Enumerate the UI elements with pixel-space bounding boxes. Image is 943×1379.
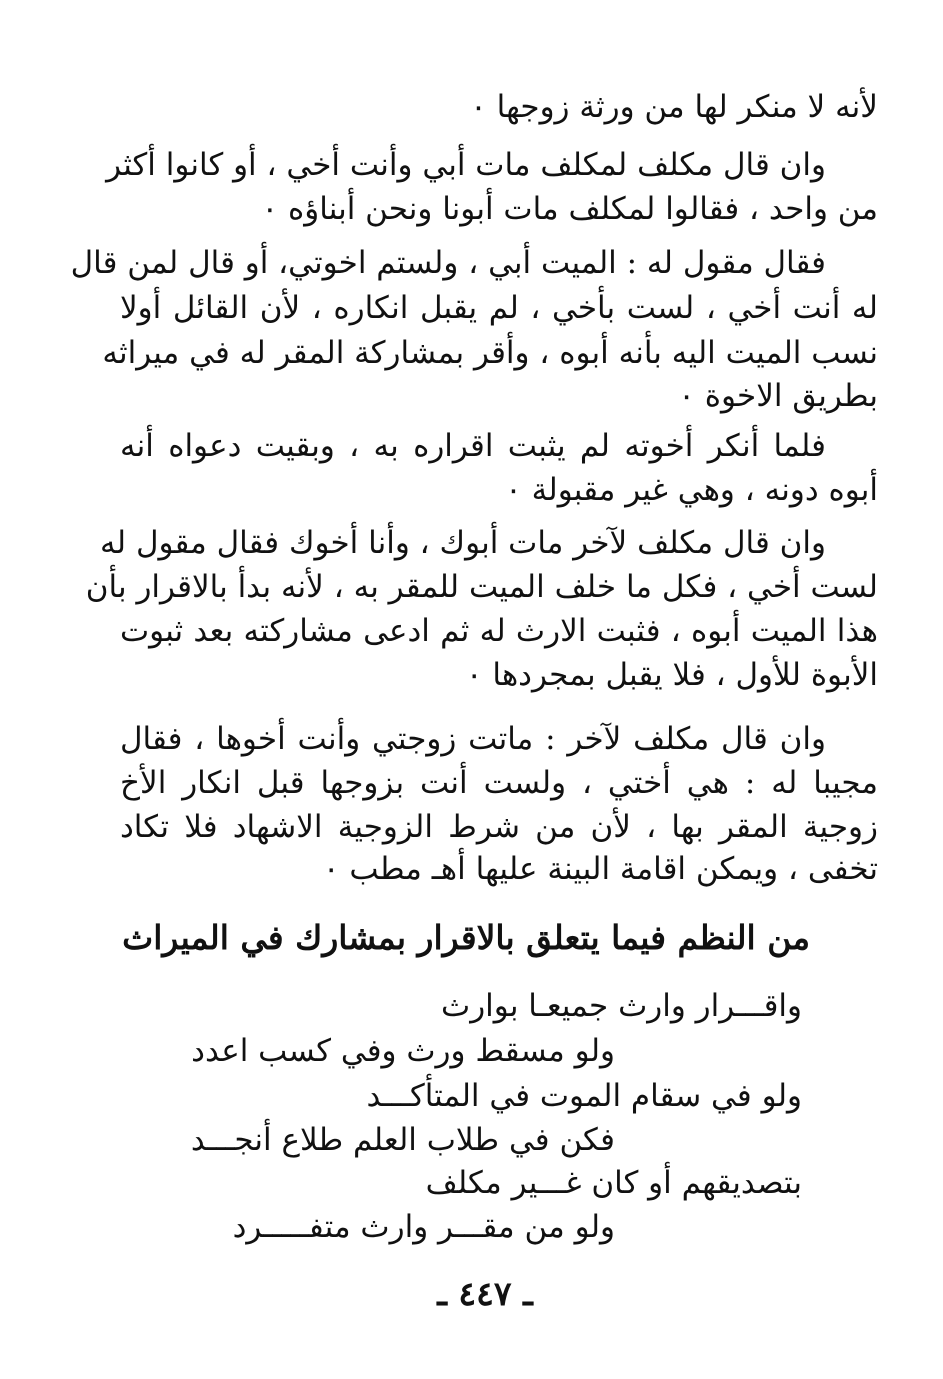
paragraph-3-line-1: فقال مقول له : الميت أبي ، ولستم اخوتي، أو قال لمن قال (70, 245, 826, 281)
verse-1-second-hemistich: ولو مسقط ورث وفي كسب اعدد (191, 1033, 615, 1069)
paragraph-6-line-3: زوجية المقر بها ، لأن من شرط الزوجية الاشهاد فلا تكاد (120, 809, 878, 845)
paragraph-6-line-1: وان قال مكلف لآخر : ماتت زوجتي وأنت أخوها ، فقال (120, 721, 826, 757)
paragraph-6-line-2: مجيبا له : هي أختي ، ولست أنت بزوجها قبل انكار الأخ (120, 765, 878, 801)
paragraph-5-line-3: هذا الميت أبوه ، فثبت الارث له ثم ادعى مشاركته بعد ثبوت (120, 613, 878, 649)
paragraph-3-line-3: نسب الميت اليه بأنه أبوه ، وأقر بمشاركة المقر له في ميراثه (102, 335, 878, 371)
verse-1-first-hemistich: واقـــرار وارث جميعـا بوارث (441, 988, 802, 1024)
paragraph-5-line-4: الأبوة للأول ، فلا يقبل بمجردها ٠ (465, 657, 878, 693)
page-number: ـ ٤٤٧ ـ (437, 1274, 533, 1313)
paragraph-3-line-4: بطريق الاخوة ٠ (678, 378, 878, 414)
paragraph-4-line-2: أبوه دونه ، وهي غير مقبولة ٠ (505, 472, 878, 508)
paragraph-6-line-4: تخفى ، ويمكن اقامة البينة عليها أهـ مطب ٠ (322, 851, 878, 887)
verse-2-first-hemistich: ولو في سقام الموت في المتأكـــد (366, 1078, 802, 1114)
paragraph-2-line-2: من واحد ، فقالوا لمكلف مات أبونا ونحن أبناؤه ٠ (261, 191, 878, 227)
section-heading: من النظم فيما يتعلق بالاقرار بمشارك في الميراث (122, 918, 810, 957)
paragraph-2-line-1: وان قال مكلف لمكلف مات أبي وأنت أخي ، أو كانوا أكثر (106, 147, 826, 183)
verse-3-first-hemistich: بتصديقهم أو كان غـــير مكلف (425, 1165, 802, 1201)
paragraph-1-line-1: لأنه لا منكر لها من ورثة زوجها ٠ (470, 89, 878, 125)
paragraph-5-line-1: وان قال مكلف لآخر مات أبوك ، وأنا أخوك فقال مقول له (100, 525, 826, 561)
verse-2-second-hemistich: فكن في طلاب العلم طلاع أنجـــد (190, 1122, 615, 1158)
verse-3-second-hemistich: ولو من مقـــر وارث متفـــــرد (232, 1209, 615, 1245)
paragraph-3-line-2: له أنت أخي ، لست بأخي ، لم يقبل انكاره ، لأن القائل أولا (120, 290, 878, 326)
paragraph-5-line-2: لست أخي ، فكل ما خلف الميت للمقر به ، لأنه بدأ بالاقرار بأن (85, 569, 878, 605)
paragraph-4-line-1: فلما أنكر أخوته لم يثبت اقراره به ، وبقيت دعواه أنه (120, 428, 826, 464)
